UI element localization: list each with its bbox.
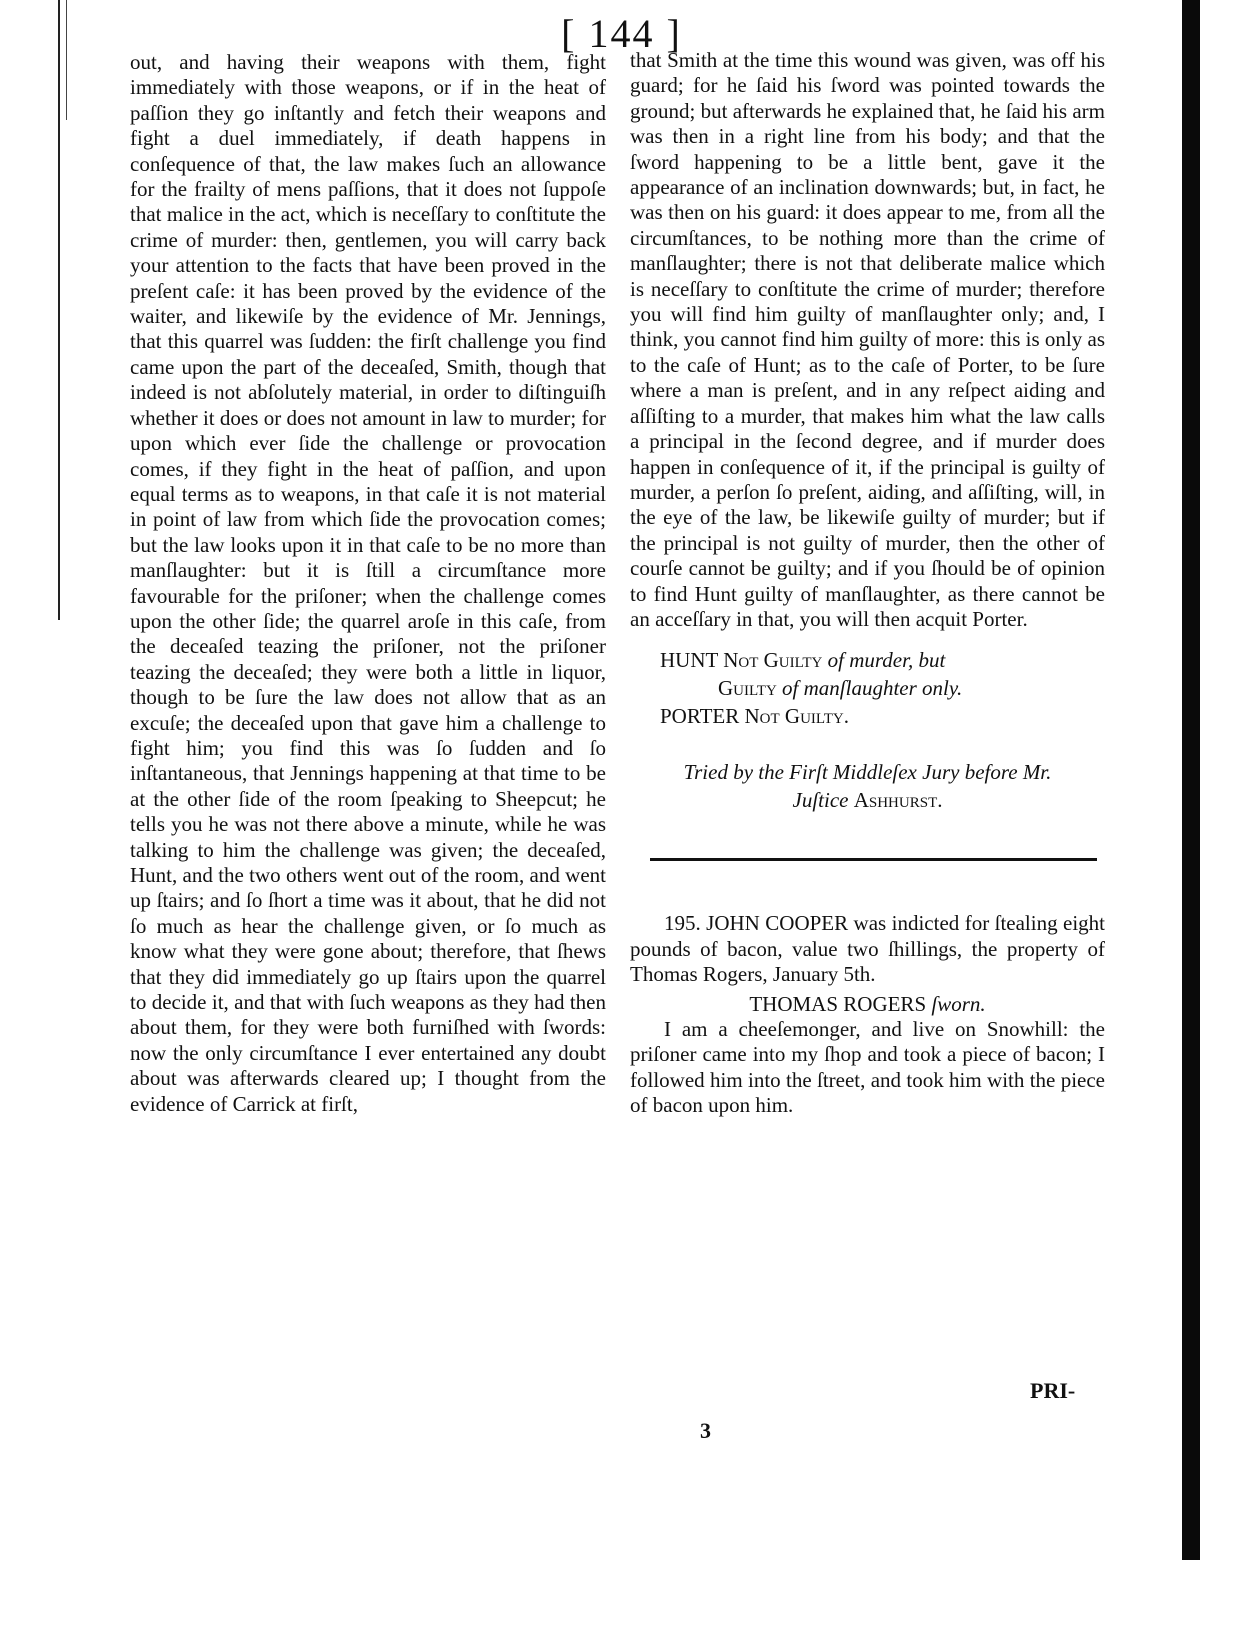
case-indictment: 195. JOHN COOPER was indicted for ſtealing eight pounds of bacon, value two ſhillings, the property of Thomas Rogers, January 5th. [630, 911, 1105, 987]
verdict-hunt-not-guilty: Not Guilty [723, 648, 823, 673]
verdict-porter-not-guilty: Not Guilty. [744, 704, 849, 729]
catchword: PRI- [1030, 1378, 1076, 1403]
witness-sworn: ſworn. [931, 991, 986, 1016]
witness-heading [630, 992, 1105, 1017]
tried-judge: Ashhurst. [853, 788, 943, 813]
tried-by-note [630, 758, 1105, 814]
verdict [630, 646, 1105, 730]
verdict-hunt-guilty [630, 674, 1105, 702]
verdict-porter [630, 702, 1105, 730]
verdict-hunt [630, 646, 1105, 674]
section-divider [650, 858, 1097, 861]
left-column-text: out, and having their weapons with them, fight immediately with those weapons, or if in the heat of paſſion they go inſtantly and fetch their weapons and fight a duel immediately, if death happens in conſequence of that, the law makes ſuch an allowance for the frailty of mens paſſions, that it does not ſuppoſe that malice in the act, which is neceſſary to conſtitute the crime of murder: then, gentlemen, you will carry back your attention to the facts that have been proved in the preſent caſe: it has been proved by the evidence of the waiter, and likewiſe by the evidence of Mr. Jennings, that this quarrel was ſudden: the firſt challenge you find came upon the part of the deceaſed, Smith, though that indeed is not abſolutely material, in order to diſtinguiſh whether it does or does not amount in law to murder; for upon which ever ſide the challenge or provocation comes, if they fight in the heat of paſſion, and upon equal terms as to weapons, in that caſe it is not material in point of law from which ſide the provocation comes; but the law looks upon it in that caſe to be no more than manſlaughter: but it is ſtill a circumſtance more favourable for the priſoner; when the challenge comes upon the other ſide; the quarrel aroſe in this caſe, from the deceaſed teazing the priſoner, not the priſoner teazing the deceaſed; they were both a little in liquor, though to be ſure the law does not allow that as an excuſe; the deceaſed upon that gave him a challenge to fight him; you find this was ſo ſudden and ſo inſtantaneous, that Jennings happening at that time to be at the other ſide of the room ſpeaking to Sheepcut; he tells you he was not there above a minute, while he was talking to him the challenge was given; the deceaſed, Hunt, and the two others went out of the room, and went up ſtairs; and ſo ſhort a time was it about, that he did not ſo much as hear the challenge given, or ſo much as know what they were gone about; therefore, that ſhews that they did immediately go up ſtairs upon the quarrel to decide it, and that with ſuch weapons as they had then about them, for they were both furniſhed with ſwords: now the only circumſtance I ever entertained any doubt about was afterwards cleared up; I thought from the evidence of Carrick at firſt, [130, 50, 606, 1116]
signature-mark: 3 [700, 1418, 711, 1443]
verdict-guilty: Guilty [718, 676, 777, 701]
right-column-text: that Smith at the time this wound was given, was off his guard; for he ſaid his ſword was pointed towards the ground; but afterwards he explained that, he ſaid his arm was then in a right line from his body; and that the ſword happening to be a little bent, gave it the appearance of an inclination downwards; but, in fact, he was then on his guard: it does appear to me, from all the circumſtances, to be nothing more than the crime of manſlaughter; there is not that deliberate malice which is neceſſary to conſtitute the crime of murder; therefore you will find him guilty of manſlaughter only; and, I think, you cannot find him guilty of more: this is only as to the caſe of Hunt; as to the caſe of Porter, to be ſure where a man is preſent, and in any reſpect aiding and aſſiſting to a murder, that makes him what the law calls a principal in the ſecond degree, and if murder does happen in conſequence of it, if the principal is guilty of murder, a perſon ſo preſent, aiding, and aſſiſting, will, in the eye of the law, be likewiſe guilty of murder; but if the principal is not guilty of murder, then the other of courſe cannot be guilty; and if you ſhould be of opinion to find Hunt guilty of manſlaughter, as there cannot be an acceſſary in that, you will then acquit Porter. [630, 48, 1105, 631]
tried-justice: Juſtice [792, 788, 849, 813]
tried-line-1: Tried by the Firſt Middleſex Jury before Mr. [683, 760, 1052, 785]
page-number: [ 144 ] [561, 11, 682, 56]
right-column [630, 48, 1105, 1119]
page-edge-right [1182, 0, 1200, 1560]
verdict-porter-name: PORTER [660, 704, 740, 729]
witness-name: THOMAS ROGERS [749, 991, 927, 1016]
witness-testimony: I am a cheeſemonger, and live on Snowhill: the priſoner came into my ſhop and took a piece of bacon; I followed him into the ſtreet, and took him with the piece of bacon upon him. [630, 1016, 1105, 1118]
page-edge-left [58, 0, 60, 620]
left-column [130, 50, 606, 1117]
tried-line-2 [630, 786, 1105, 814]
verdict-of-manslaughter: of manſlaughter only. [782, 676, 963, 701]
verdict-hunt-name: HUNT [660, 648, 718, 673]
verdict-hunt-of-murder: of murder, but [827, 648, 946, 673]
case-195 [630, 911, 1105, 1118]
